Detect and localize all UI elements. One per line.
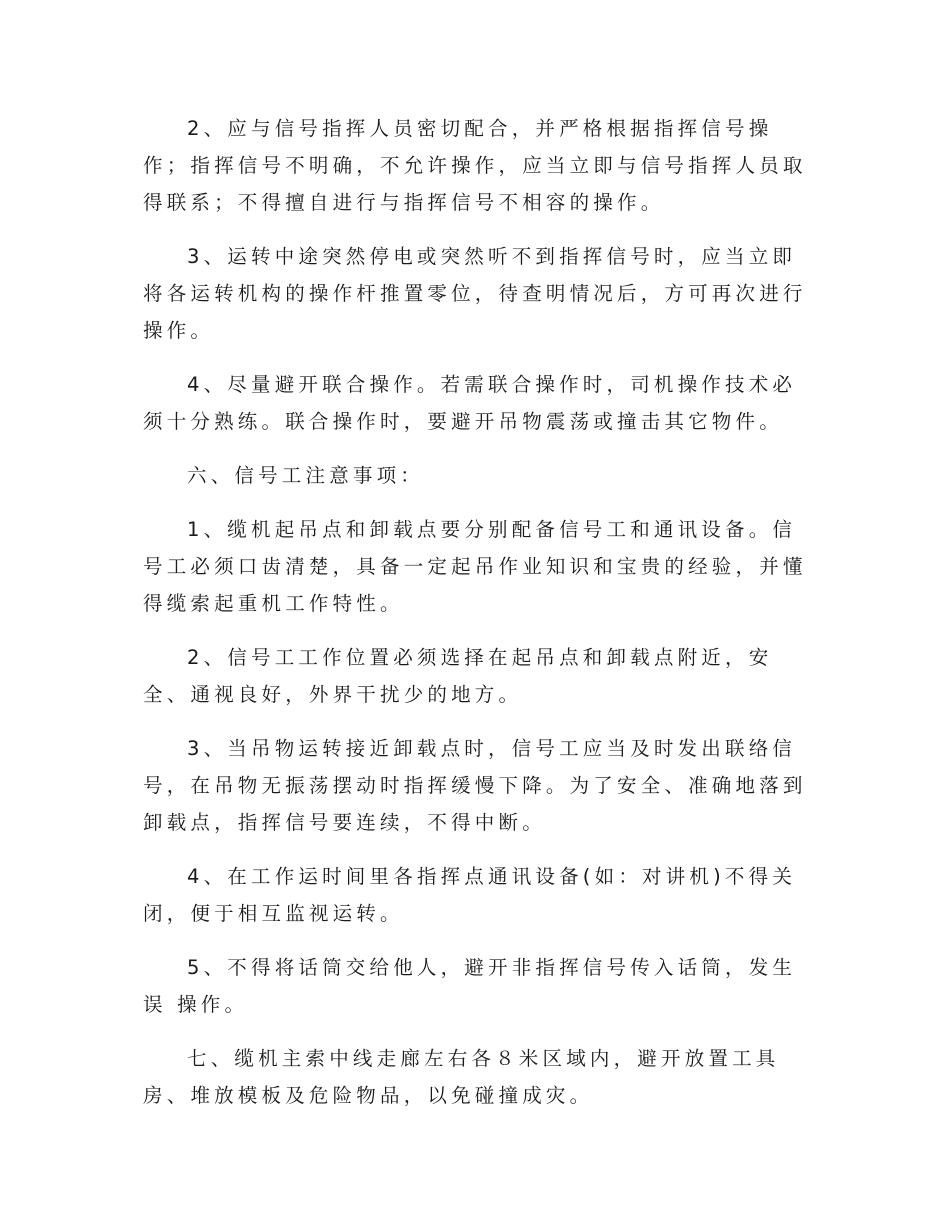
document-page: [143, 110, 808, 1131]
paragraph-signalman-equipment: 1、缆机起吊点和卸载点要分别配备信号工和通讯设备。信号工必须口齿清楚，具备一定起吊作业知识和宝贵的经验，并懂得缆索起重机工作特性。: [143, 518, 807, 615]
paragraph-signalman-position: 2、信号工工作位置必须选择在起吊点和卸载点附近，安全、通视良好，外界干扰少的地方。: [143, 646, 773, 706]
section-heading-signalman: 六、信号工注意事项：: [187, 464, 425, 487]
paragraph-microphone: 5、不得将话筒交给他人，避开非指挥信号传入话筒，发生误 操作。: [143, 956, 797, 1016]
paragraph-approach-unload: 3、当吊物运转接近卸载点时，信号工应当及时发出联络信号，在吊物无振荡摆动时指挥缓慢下降。为了安全、准确地落到卸载点，指挥信号要连续，不得中断。: [143, 737, 807, 834]
paragraph-communication-devices: 4、在工作运时间里各指挥点通讯设备(如：对讲机)不得关闭，便于相互监视运转。: [143, 865, 797, 925]
paragraph-signal-coordination: 2、应与信号指挥人员密切配合，并严格根据指挥信号操作；指挥信号不明确，不允许操作，应当立即与信号指挥人员取得联系；不得擅自进行与指挥信号不相容的操作。: [143, 117, 807, 214]
paragraph-corridor-clearance: 七、缆机主索中线走廊左右各８米区域内，避开放置工具房、堆放模板及危险物品，以免碰撞成灾。: [143, 1047, 780, 1107]
paragraph-power-failure: 3、运转中途突然停电或突然听不到指挥信号时，应当立即将各运转机构的操作杆推置零位，待查明情况后，方可再次进行操作。: [143, 245, 807, 342]
paragraph-combined-operation: 4、尽量避开联合操作。若需联合操作时，司机操作技术必须十分熟练。联合操作时，要避开吊物震荡或撞击其它物件。: [143, 373, 797, 433]
